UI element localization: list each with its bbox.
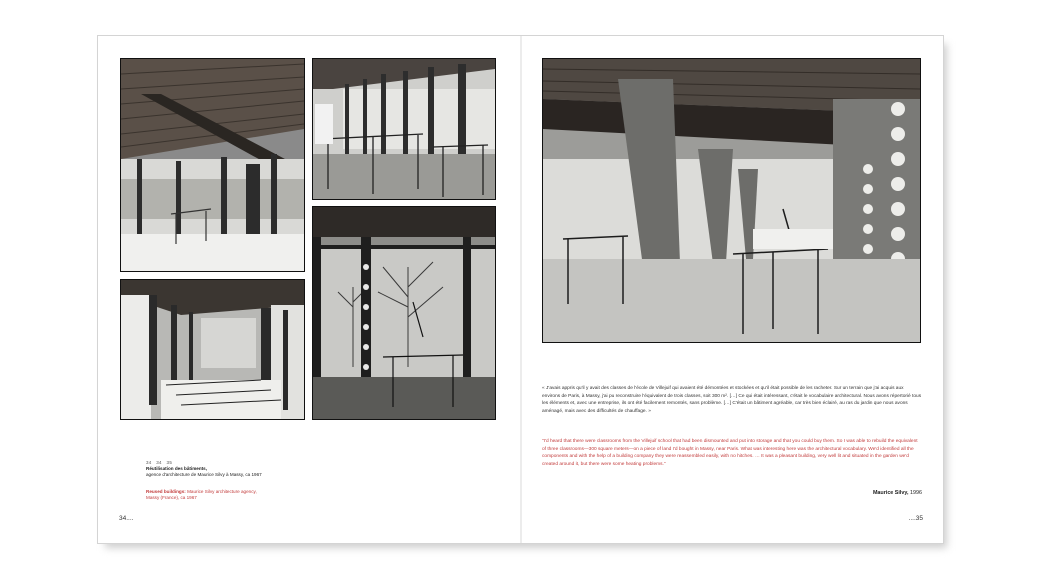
photo-interior-gallery [120, 279, 305, 420]
caption-english [146, 489, 266, 501]
page-number-left: 34.... [119, 515, 134, 522]
quote-french: « J'avais appris qu'il y avait des classes de l'école de Villejuif qui avaient été démontées et stockées et qu'il était possible de les racheter. Sur un terrain que j'ai acquis aux environs de Paris, à Massy, j'ai pu reconstruire l'équivalent de trois classes, soit 300 m². […] Ce qui était intéressant, c'était le vocabulaire architectural. Nous avons répertorié tous les éléments et, avec une entreprise, ils ont été facilement remontés, sans problème. […] C'était un bâtiment agréable, car très bien éclairé, au ras du jardin que nous avons aménagé, mais avec des difficultés de chauffage. » [542, 386, 922, 414]
quote-year: 1996 [910, 490, 922, 496]
photo-drafting-tables-windows [312, 58, 496, 200]
caption-english-body: Maurice Silvy architecture agency, Massy (France), ca 1967 [146, 489, 257, 500]
book-gutter [520, 36, 522, 543]
photo-interior-sloped-ceiling [120, 58, 305, 272]
quote-english: "I'd heard that there were classrooms from the Villejuif school that had been dismounted and put into storage and that you could buy them. So I was able to rebuild the equivalent of three classrooms—300 square meters—on a piece of land I'd bought in Massy, near Paris. What was interesting here was the architectural vocabulary. We'd identified all the components and with the help of a building company they were reassembled easily, with no hitches. … It was a pleasant building, very well lit and situated in the garden we'd created around it, but there were some heating problems." [542, 439, 918, 467]
book-spread [97, 35, 944, 544]
caption-french-body: agence d'architecture de Maurice Silvy à Massy, ca 1967 [146, 472, 262, 477]
caption-french [146, 466, 266, 478]
quote-attribution [838, 490, 922, 496]
quote-author: Maurice Silvy, [872, 490, 909, 496]
photo-large-interior-columns [542, 58, 921, 343]
figure-numbers: 34 34 35 [146, 460, 173, 465]
caption-english-title: Reused buildings: [146, 489, 186, 494]
caption-french-title: Réutilisation des bâtiments, [146, 466, 208, 471]
page-number-right: ....35 [908, 515, 923, 522]
photo-glass-wall-trees [312, 206, 496, 420]
